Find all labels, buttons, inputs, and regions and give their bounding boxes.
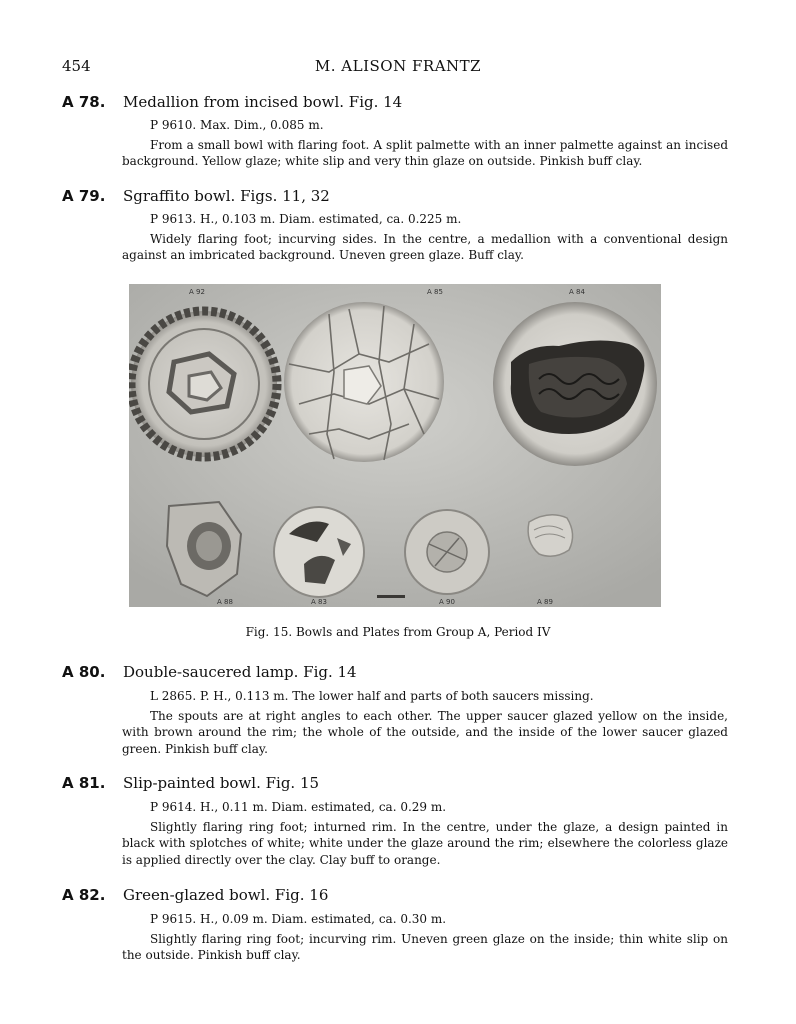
scale-bar [377,595,405,598]
bowl-a83 [274,507,364,597]
entry-meta: P 9614. H., 0.11 m. Diam. estimated, ca. 0.29 m. [150,800,447,814]
figure-label: A 83 [311,598,327,606]
figure-label: A 84 [569,288,585,296]
entry-number: A 82. [62,886,106,904]
entry-number: A 81. [62,774,106,792]
entry-title: Green-glazed bowl. Fig. 16 [123,886,329,904]
figure-label: A 88 [217,598,233,606]
plate-a92 [131,311,277,457]
entry-description: The spouts are at right angles to each other. The upper saucer glazed yellow on the inside, with brown around the rim; the whole of the outside, and the inside of the lower saucer glazed green. Pinkish buff clay. [122,709,728,756]
running-head: M. ALISON FRANTZ [314,57,482,75]
bowls-photo-illustration [129,284,661,607]
entry-number: A 80. [62,663,106,681]
entry-title: Medallion from incised bowl. Fig. 14 [123,93,403,111]
entry-title: Double-saucered lamp. Fig. 14 [123,663,357,681]
entry-meta: L 2865. P. H., 0.113 m. The lower half and parts of both saucers missing. [150,689,594,703]
figure-label: A 89 [537,598,553,606]
page-number: 454 [62,57,91,75]
figure-photograph [129,284,661,607]
entry-title: Sgraffito bowl. Figs. 11, 32 [123,187,330,205]
plate-a85 [284,302,444,462]
entry-number: A 79. [62,187,106,205]
figure-label: A 90 [439,598,455,606]
entry-meta: P 9615. H., 0.09 m. Diam. estimated, ca. 0.30 m. [150,912,447,926]
figure-label: A 85 [427,288,443,296]
fragment-a89 [528,515,572,556]
entry-description: Slightly flaring ring foot; incurving rim. Uneven green glaze on the inside; thin white slip on the outside. Pinkish buff clay. [122,932,728,963]
figure-caption: Fig. 15. Bowls and Plates from Group A, Period IV [245,625,551,639]
entry-number: A 78. [62,93,106,111]
figure-label: A 92 [189,288,205,296]
entry-description: From a small bowl with flaring foot. A split palmette with an inner palmette against an incised background. Yellow glaze; white slip and very thin glaze on outside. Pinkish buff clay. [122,138,728,169]
entry-description: Slightly flaring ring foot; inturned rim. In the centre, under the glaze, a design painted in black with splotches of white; white under the glaze around the rim; elsewhere the colorless glaze is applied directly over the clay. Clay buff to orange. [122,820,728,867]
plate-a84 [493,302,657,466]
bowl-a90 [405,510,489,594]
entry-title: Slip-painted bowl. Fig. 15 [123,774,320,792]
entry-description: Widely flaring foot; incurving sides. In the centre, a medallion with a conventional design against an imbricated background. Uneven green glaze. Buff clay. [122,232,728,263]
entry-meta: P 9610. Max. Dim., 0.085 m. [150,118,324,132]
entry-meta: P 9613. H., 0.103 m. Diam. estimated, ca. 0.225 m. [150,212,462,226]
